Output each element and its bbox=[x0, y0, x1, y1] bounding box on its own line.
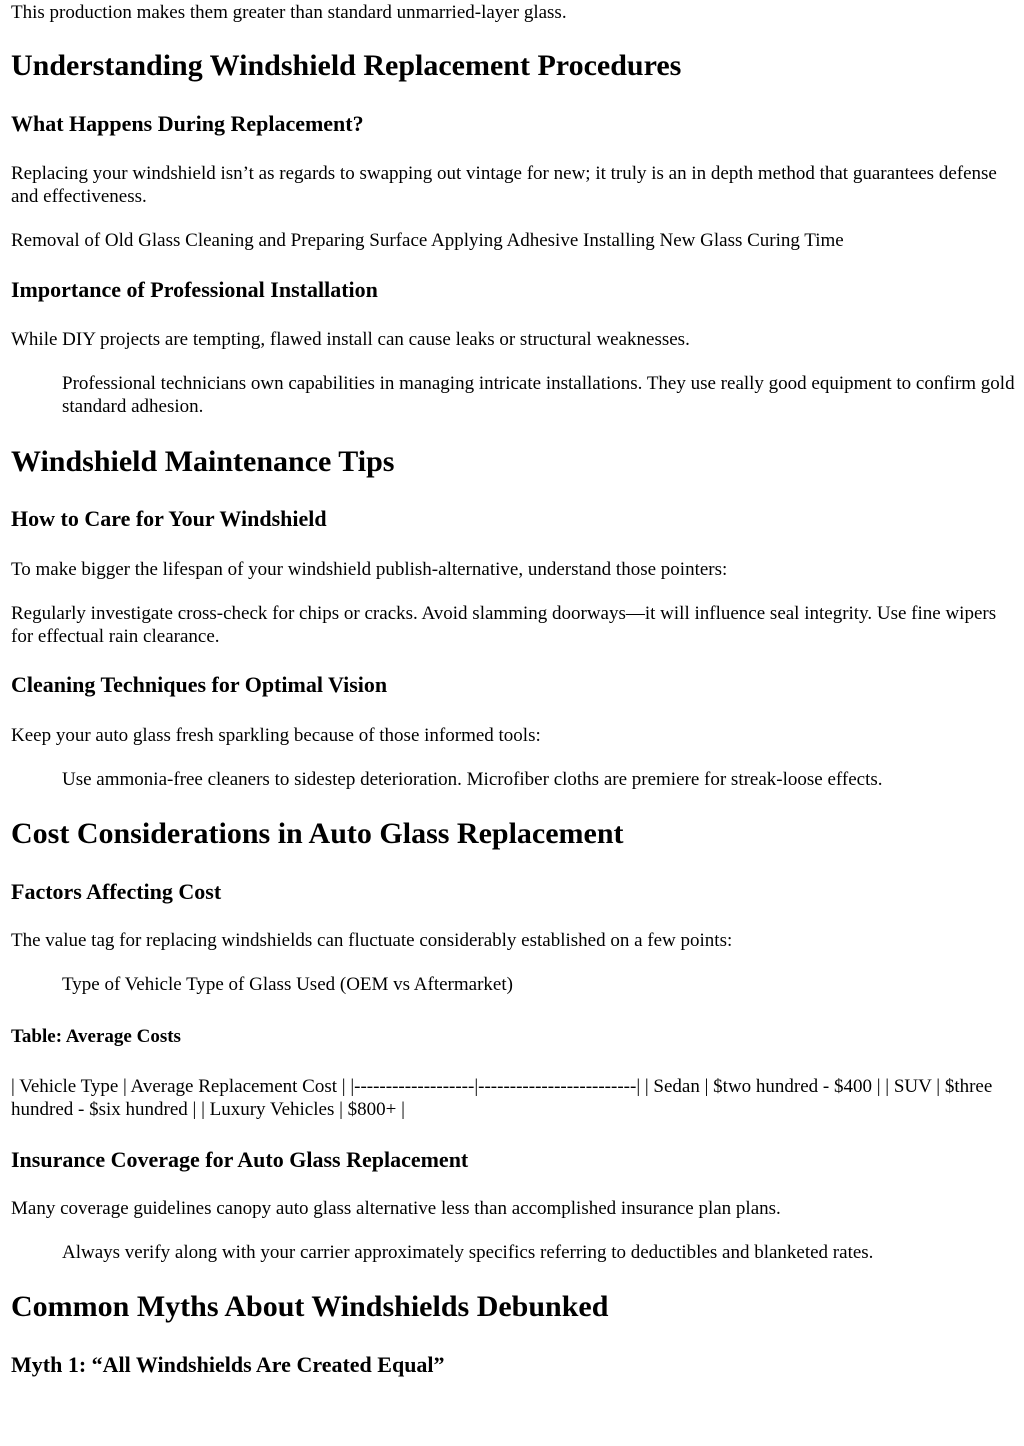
section-heading-maintenance: Windshield Maintenance Tips bbox=[11, 445, 395, 478]
subheading-factors: Factors Affecting Cost bbox=[11, 879, 222, 904]
paragraph-table-text: | Vehicle Type | Average Replacement Cost | |-------------------|-------------------------| | Sedan | $two hundred - $400 | | SUV | $three hundred - $six hundred | | Luxury Vehicles | $800+ | bbox=[11, 1076, 993, 1120]
section-heading-procedures: Understanding Windshield Replacement Procedures bbox=[11, 49, 682, 82]
blockquote-verify: Always verify along with your carrier approximately specifics referring to deductibles and blanketed rates. bbox=[62, 1242, 874, 1263]
paragraph-replacing: Replacing your windshield isn’t as regards to swapping out vintage for new; it truly is an in depth method that guarantees defense and effectiveness. bbox=[11, 163, 997, 207]
paragraph-regularly: Regularly investigate cross-check for chips or cracks. Avoid slamming doorways—it will influence seal integrity. Use fine wipers for effectual rain clearance. bbox=[11, 603, 997, 647]
section-heading-cost: Cost Considerations in Auto Glass Replacement bbox=[11, 817, 624, 850]
section-heading-myths: Common Myths About Windshields Debunked bbox=[11, 1290, 609, 1323]
subheading-cleaning: Cleaning Techniques for Optimal Vision bbox=[11, 672, 388, 697]
paragraph-diy: While DIY projects are tempting, flawed install can cause leaks or structural weaknesses. bbox=[11, 329, 690, 350]
subheading-care: How to Care for Your Windshield bbox=[11, 506, 327, 531]
table-caption: Table: Average Costs bbox=[11, 1026, 181, 1047]
blockquote-vehicle-type: Type of Vehicle Type of Glass Used (OEM vs Aftermarket) bbox=[62, 974, 513, 995]
subheading-insurance: Insurance Coverage for Auto Glass Replacement bbox=[11, 1147, 469, 1172]
paragraph-value-tag: The value tag for replacing windshields can fluctuate considerably established on a few points: bbox=[11, 930, 733, 951]
paragraph-keep: Keep your auto glass fresh sparkling because of those informed tools: bbox=[11, 725, 541, 746]
paragraph-coverage: Many coverage guidelines canopy auto glass alternative less than accomplished insurance plan plans. bbox=[11, 1198, 781, 1219]
paragraph-lifespan: To make bigger the lifespan of your windshield publish-alternative, understand those pointers: bbox=[11, 559, 728, 580]
intro-paragraph: This production makes them greater than standard unmarried-layer glass. bbox=[11, 2, 567, 23]
subheading-what-happens: What Happens During Replacement? bbox=[11, 111, 364, 136]
blockquote-technicians: Professional technicians own capabilities in managing intricate installations. They use really good equipment to confirm gold standard adhesion. bbox=[62, 373, 1015, 417]
blockquote-ammonia: Use ammonia-free cleaners to sidestep deterioration. Microfiber cloths are premiere for streak-loose effects. bbox=[62, 769, 883, 790]
subheading-professional-installation: Importance of Professional Installation bbox=[11, 277, 378, 302]
paragraph-steps: Removal of Old Glass Cleaning and Preparing Surface Applying Adhesive Installing New Glass Curing Time bbox=[11, 230, 844, 251]
subheading-myth-1: Myth 1: “All Windshields Are Created Equal” bbox=[11, 1352, 445, 1377]
